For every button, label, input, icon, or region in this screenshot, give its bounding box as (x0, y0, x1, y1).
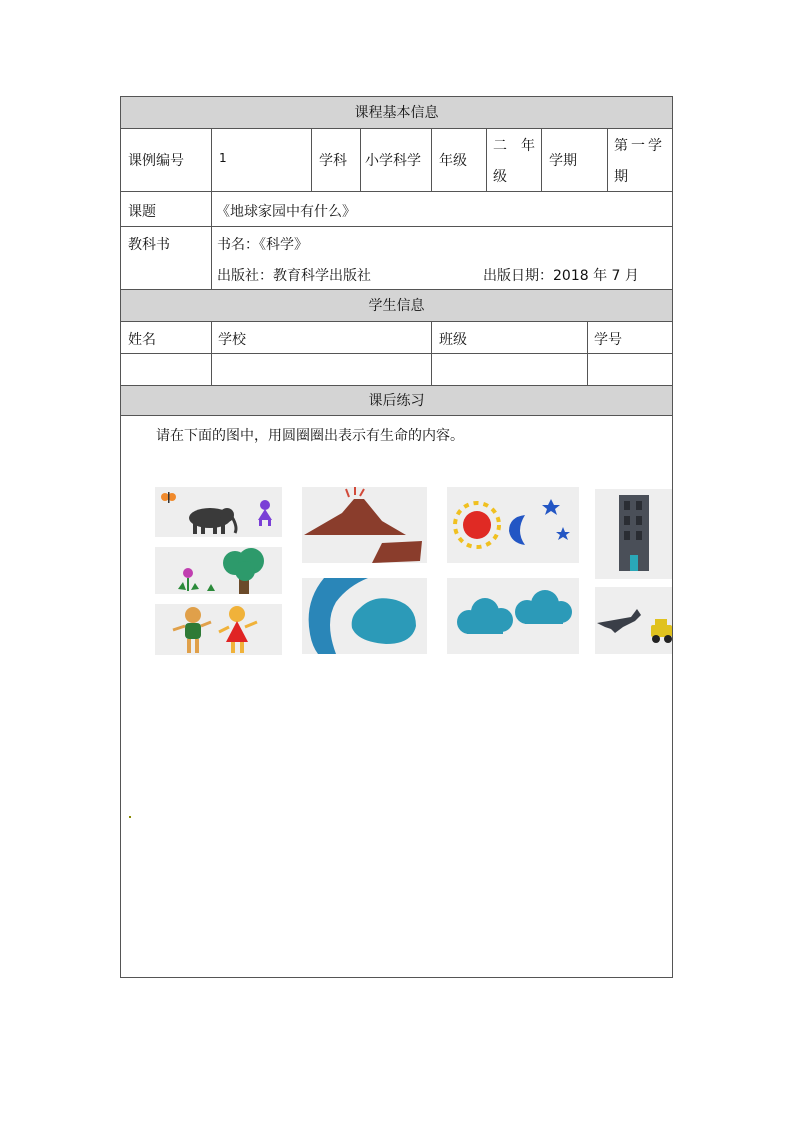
id-label-cell (588, 322, 672, 353)
basic-info-header (121, 97, 672, 129)
drawing-sun-moon-stars[interactable] (447, 487, 579, 563)
school-label: 学校 (218, 332, 246, 348)
course-form (120, 96, 673, 978)
name-label: 姓名 (128, 332, 156, 348)
topic-label-cell (121, 192, 212, 226)
term-value-line1: 第一学 (614, 138, 665, 154)
textbook-cell (212, 227, 672, 289)
grade-label: 年级 (439, 153, 467, 169)
grade-value-line2: 级 (493, 169, 507, 185)
pub-date: 出版日期：2018 年 7 月 (483, 268, 639, 284)
subject-cell (361, 129, 432, 191)
case-no-label: 课例编号 (128, 153, 184, 169)
volcano-picture (302, 487, 427, 563)
grade-cell (487, 129, 542, 191)
grade-value-line1: 二 年 (493, 138, 535, 154)
topic-value: 《地球家园中有什么》 (216, 204, 356, 220)
case-no-cell (212, 129, 312, 191)
term-label-cell (542, 129, 608, 191)
drawing-children[interactable] (155, 604, 282, 655)
id-field[interactable] (588, 354, 672, 385)
exercise-body (121, 416, 672, 977)
drawing-clouds[interactable] (447, 578, 579, 654)
exercise-instruction: 请在下面的图中，用圆圈圈出表示有生命的内容。 (156, 428, 464, 444)
school-label-cell (212, 322, 432, 353)
publisher: 出版社：教育科学出版社 (217, 268, 371, 284)
drawing-tree-flower[interactable] (155, 547, 282, 594)
textbook-label-cell (121, 227, 212, 289)
drawing-plane-car[interactable] (595, 587, 672, 654)
course-meta-row (121, 129, 672, 192)
basic-info-title: 课程基本信息 (354, 105, 439, 121)
plane-car-picture (595, 587, 672, 654)
animals-picture (155, 487, 282, 537)
topic-cell (212, 192, 672, 226)
water-picture (302, 578, 427, 654)
topic-row (121, 192, 672, 227)
term-label: 学期 (549, 153, 577, 169)
book-name: 书名：《科学》 (217, 237, 308, 253)
building-picture (595, 489, 672, 579)
subject-label-cell (312, 129, 361, 191)
topic-label: 课题 (128, 204, 156, 220)
class-label-cell (432, 322, 588, 353)
student-values-row (121, 354, 672, 386)
drawing-animals[interactable] (155, 487, 282, 537)
exercise-header (121, 386, 672, 416)
exercise-title: 课后练习 (368, 393, 425, 409)
drawing-building[interactable] (595, 489, 672, 579)
student-info-title: 学生信息 (368, 298, 425, 314)
textbook-row (121, 227, 672, 290)
term-cell (608, 129, 672, 191)
subject-label: 学科 (319, 153, 347, 169)
id-label: 学号 (594, 332, 622, 348)
name-field[interactable] (121, 354, 212, 385)
tree-flower-picture (155, 547, 282, 594)
school-field[interactable] (212, 354, 432, 385)
case-no-value: 1 (219, 151, 227, 165)
subject-value: 小学科学 (365, 153, 421, 169)
student-labels-row (121, 322, 672, 354)
case-no-label-cell (121, 129, 212, 191)
sun-moon-stars-picture (447, 487, 579, 563)
student-info-header (121, 290, 672, 322)
name-label-cell (121, 322, 212, 353)
drawing-volcano[interactable] (302, 487, 427, 563)
stray-mark (129, 816, 131, 818)
clouds-picture (447, 578, 579, 654)
textbook-label: 教科书 (128, 237, 170, 253)
children-picture (155, 604, 282, 655)
grade-label-cell (432, 129, 487, 191)
drawing-water[interactable] (302, 578, 427, 654)
class-field[interactable] (432, 354, 588, 385)
class-label: 班级 (439, 332, 467, 348)
term-value-line2: 期 (614, 169, 628, 185)
